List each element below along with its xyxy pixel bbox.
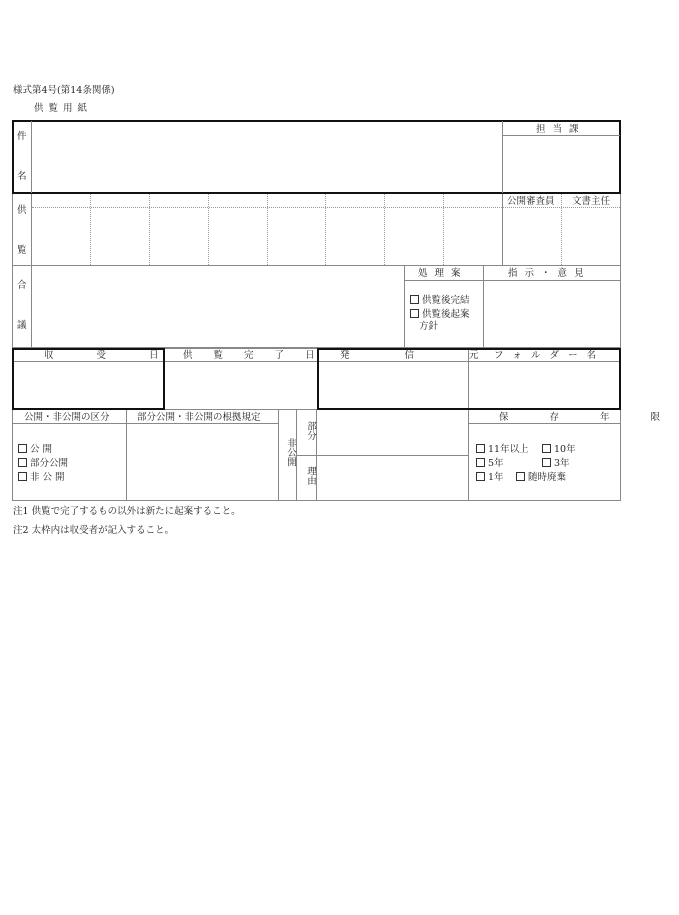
checkbox-icon[interactable] — [542, 458, 551, 467]
riyu-label: 理由 — [305, 466, 316, 485]
approval-cell[interactable] — [91, 194, 150, 265]
kyoran-label-top: 供 — [17, 205, 27, 216]
retention-3y[interactable] — [542, 458, 570, 469]
retention-zuiji[interactable] — [516, 472, 566, 483]
jutsu-input[interactable] — [14, 363, 163, 408]
approval-cell[interactable] — [209, 194, 268, 265]
option-kian-label-2: 方針 — [419, 321, 439, 332]
bubun-input[interactable] — [317, 411, 467, 455]
approval-cell[interactable] — [268, 194, 326, 265]
checkbox-icon[interactable] — [410, 309, 419, 318]
kyoran-label-bottom: 覧 — [17, 245, 27, 256]
jutsu-header: 収 受 日 — [44, 350, 179, 361]
option-kokai[interactable] — [18, 444, 52, 455]
note-1: 注1 供覧で完了するもの以外は新たに起案すること。 — [13, 506, 241, 517]
shunin-stamp-area[interactable] — [562, 208, 620, 265]
retention-10y[interactable] — [542, 444, 576, 455]
approval-cell[interactable] — [444, 194, 502, 265]
subject-label-top: 件 — [17, 131, 27, 142]
approval-cell[interactable] — [150, 194, 209, 265]
riyu-input[interactable] — [317, 456, 467, 500]
retention-header: 保 存 年 限 — [499, 412, 679, 423]
approval-cell[interactable] — [32, 194, 91, 265]
option-bubun-kokai[interactable] — [18, 458, 68, 469]
aigi-input[interactable] — [32, 266, 404, 347]
option-kian[interactable] — [410, 309, 470, 320]
konkyo-header: 部分公開・非公開の根拠規定 — [137, 412, 261, 423]
option-hikokai[interactable] — [18, 472, 65, 483]
retention-11y[interactable] — [476, 444, 529, 455]
retention-header-line — [468, 423, 621, 424]
tanto-header: 担 当 課 — [536, 124, 581, 135]
kanryo-header: 供 覧 完 了 日 — [183, 350, 324, 361]
option-bubun-kokai-label: 部分公開 — [30, 458, 69, 469]
form-number: 様式第4号(第14条関係) — [13, 85, 115, 96]
retention-3y-label: 3年 — [554, 458, 570, 469]
shinsa-header: 公開審査員 — [507, 196, 555, 207]
kanryo-input[interactable] — [166, 363, 316, 409]
retention-1y[interactable] — [476, 472, 504, 483]
retention-5y-label: 5年 — [488, 458, 504, 469]
form-title: 供 覧 用 紙 — [34, 103, 89, 114]
option-kanketsu-label: 供覧後完結 — [422, 295, 470, 306]
option-kian-label: 供覧後起案 — [422, 309, 470, 320]
approval-cell[interactable] — [326, 194, 385, 265]
aigi-label-bottom: 議 — [17, 320, 27, 331]
checkbox-icon[interactable] — [410, 295, 419, 304]
retention-10y-label: 10年 — [554, 444, 576, 455]
konkyo-input[interactable] — [127, 424, 277, 500]
checkbox-icon[interactable] — [18, 458, 27, 467]
subject-label-bottom: 名 — [17, 171, 27, 182]
folder-input[interactable] — [469, 363, 619, 408]
shori-divider — [404, 266, 405, 347]
checkbox-icon[interactable] — [476, 458, 485, 467]
approval-cell[interactable] — [385, 194, 444, 265]
checkbox-icon[interactable] — [542, 444, 551, 453]
kubun-header: 公開・非公開の区分 — [24, 412, 110, 423]
shiji-input[interactable] — [484, 281, 620, 347]
shori-header: 処 理 案 — [418, 268, 463, 279]
tanto-stamp-area[interactable] — [503, 136, 620, 193]
option-kanketsu[interactable] — [410, 295, 470, 306]
retention-1y-label: 1年 — [488, 472, 504, 483]
shiji-header: 指 示 ・ 意 見 — [508, 268, 586, 279]
checkbox-icon[interactable] — [476, 472, 485, 481]
note-2: 注2 太枠内は収受者が記入すること。 — [13, 525, 175, 536]
hikokai-label: 非公開 — [285, 438, 296, 467]
aigi-label-top: 合 — [17, 280, 27, 291]
retention-zuiji-label: 随時廃棄 — [528, 472, 567, 483]
retention-5y[interactable] — [476, 458, 504, 469]
retention-divider — [468, 410, 469, 500]
option-kokai-label: 公 開 — [30, 444, 53, 455]
retention-11y-label: 11年以上 — [488, 444, 529, 455]
bubun-label: 部分 — [305, 421, 316, 440]
checkbox-icon[interactable] — [18, 472, 27, 481]
hasshin-input[interactable] — [319, 363, 467, 408]
checkbox-icon[interactable] — [476, 444, 485, 453]
checkbox-icon[interactable] — [516, 472, 525, 481]
hasshin-header: 発 信 元 — [340, 350, 505, 361]
option-hikokai-label: 非 公 開 — [30, 472, 65, 483]
checkbox-icon[interactable] — [18, 444, 27, 453]
folder-header: フ ォ ル ダ ー 名 — [494, 350, 600, 361]
subject-input[interactable] — [31, 121, 502, 193]
shunin-header: 文書主任 — [572, 196, 611, 207]
shinsa-stamp-area[interactable] — [503, 208, 560, 265]
